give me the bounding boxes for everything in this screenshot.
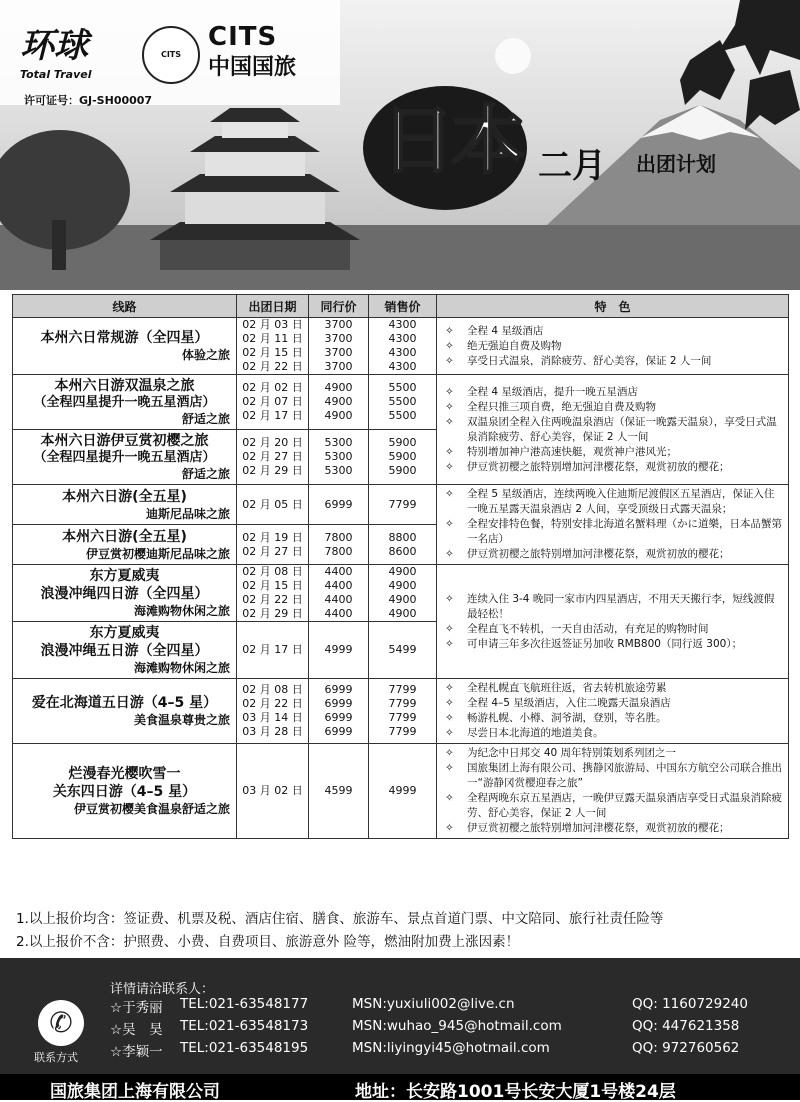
peer-price: 7800 bbox=[324, 530, 353, 544]
route-cell bbox=[13, 430, 237, 485]
peer-price-cell bbox=[309, 485, 369, 525]
peer-price: 7800 bbox=[324, 544, 353, 558]
route-cell bbox=[13, 485, 237, 525]
route-cell bbox=[13, 318, 237, 375]
permit-number: 许可证号：GJ-SH00007 bbox=[24, 94, 153, 107]
peer-price: 5300 bbox=[324, 436, 353, 449]
features-cell bbox=[437, 744, 789, 839]
route-name-line: 体验之旅 bbox=[181, 348, 230, 362]
table-row bbox=[13, 744, 789, 839]
peer-price: 6999 bbox=[324, 683, 353, 696]
feature-item: ✧ 为纪念中日邦交 40 周年特别策划系列团之一 bbox=[441, 746, 784, 761]
contact-msn: MSN:yuxiuli002@live.cn bbox=[352, 996, 515, 1012]
departure-date: 02 月 08 日 bbox=[242, 565, 303, 578]
departure-date: 02 月 27 日 bbox=[242, 450, 303, 463]
retail-price-cell bbox=[369, 565, 437, 622]
retail-price: 5900 bbox=[388, 450, 417, 463]
route-cell bbox=[13, 565, 237, 622]
feature-item: ✧ 全程直飞不转机，一天自由活动，有充足的购物时间 bbox=[441, 622, 784, 637]
route-name-line: 伊豆赏初樱迪斯尼品味之旅 bbox=[85, 546, 230, 561]
route-name-line: 海滩购物休闲之旅 bbox=[133, 661, 230, 675]
tree-trunk-shape bbox=[52, 220, 66, 270]
retail-price: 8800 bbox=[388, 530, 417, 544]
departure-date: 02 月 22 日 bbox=[242, 593, 303, 606]
table-header-row bbox=[13, 295, 789, 318]
route-name-line: 迪斯尼品味之旅 bbox=[145, 506, 230, 521]
peer-price: 3700 bbox=[324, 318, 353, 331]
retail-price-cell bbox=[369, 622, 437, 679]
route-name-line: 本州六日游(全五星) bbox=[62, 528, 187, 545]
departure-date-cell bbox=[237, 622, 309, 679]
peer-price: 4900 bbox=[324, 409, 353, 422]
departure-date-cell bbox=[237, 744, 309, 839]
feature-item: ✧ 全程 4 星级酒店，提升一晚五星酒店 bbox=[441, 385, 784, 400]
feature-item: ✧ 全程只推三项自费，绝无强迫自费及购物 bbox=[441, 400, 784, 415]
retail-price: 4900 bbox=[388, 565, 417, 578]
departure-date: 03 月 14 日 bbox=[242, 711, 303, 724]
route-name-line: 海滩购物休闲之旅 bbox=[133, 604, 230, 618]
title-month: 二月 bbox=[538, 146, 606, 186]
retail-price-cell bbox=[369, 525, 437, 565]
peer-price-cell bbox=[309, 622, 369, 679]
total-travel-logo: 环球 bbox=[20, 26, 88, 66]
route-name-line: 烂漫春光樱吹雪一 bbox=[68, 766, 181, 782]
feature-item: ✧ 全程 4–5 星级酒店，入住二晚露天温泉酒店 bbox=[441, 696, 784, 711]
footer-bar bbox=[0, 1074, 800, 1100]
route-name-line: 东方夏威夷 bbox=[89, 625, 160, 641]
retail-price-cell bbox=[369, 679, 437, 744]
tour-table bbox=[12, 294, 789, 839]
features-cell bbox=[437, 375, 789, 485]
contact-tel: TEL:021-63548195 bbox=[180, 1040, 309, 1056]
cits-logo-en: CITS bbox=[208, 22, 278, 52]
peer-price: 6999 bbox=[324, 725, 353, 738]
route-name-line: 伊豆赏初樱美食温泉舒适之旅 bbox=[73, 802, 230, 816]
peer-price-cell bbox=[309, 318, 369, 375]
contact-name: ☆李颖一 bbox=[110, 1044, 163, 1060]
departure-date: 02 月 19 日 bbox=[242, 530, 303, 544]
contact-tel: TEL:021-63548173 bbox=[180, 1018, 309, 1034]
contact-qq: QQ: 1160729240 bbox=[632, 996, 748, 1012]
departure-date-cell bbox=[237, 430, 309, 485]
departure-date: 02 月 29 日 bbox=[242, 607, 303, 620]
retail-price: 5900 bbox=[388, 464, 417, 477]
route-name-line: 舒适之旅 bbox=[181, 467, 230, 481]
retail-price: 7799 bbox=[388, 683, 417, 696]
peer-price: 4999 bbox=[324, 643, 353, 656]
title-plan: 出团计划 bbox=[636, 152, 716, 176]
header-route: 线路 bbox=[13, 295, 237, 318]
feature-item: ✧ 全程两晚东京五星酒店，一晚伊豆露天温泉酒店享受日式温泉消除疲劳、舒心美容，保证 2 人一间 bbox=[441, 791, 784, 821]
departure-date: 02 月 17 日 bbox=[242, 409, 303, 422]
departure-date: 02 月 29 日 bbox=[242, 464, 303, 477]
departure-date-cell bbox=[237, 565, 309, 622]
departure-date: 02 月 05 日 bbox=[242, 497, 303, 511]
departure-date-cell bbox=[237, 318, 309, 375]
retail-price: 7799 bbox=[388, 711, 417, 724]
route-cell bbox=[13, 525, 237, 565]
peer-price-cell bbox=[309, 679, 369, 744]
features-cell bbox=[437, 565, 789, 679]
features-cell bbox=[437, 679, 789, 744]
departure-date: 02 月 08 日 bbox=[242, 683, 303, 696]
castle-icon bbox=[150, 108, 360, 270]
route-cell bbox=[13, 375, 237, 430]
features-cell bbox=[437, 485, 789, 565]
table-row bbox=[13, 375, 789, 430]
feature-item: ✧ 伊豆赏初樱之旅特别增加河津樱花祭，观赏初放的樱花； bbox=[441, 460, 784, 475]
route-name-line: 东方夏威夷 bbox=[89, 568, 160, 584]
tour-table-body bbox=[13, 318, 789, 839]
retail-price: 4900 bbox=[388, 579, 417, 592]
departure-date-cell bbox=[237, 375, 309, 430]
retail-price: 5499 bbox=[388, 643, 417, 656]
company-name: 国旅集团上海有限公司 bbox=[50, 1082, 220, 1102]
departure-date: 02 月 07 日 bbox=[242, 395, 303, 408]
contact-label: 详情请洽联系人： bbox=[110, 982, 215, 997]
departure-date: 02 月 11 日 bbox=[242, 332, 303, 345]
feature-item: ✧ 享受日式温泉，消除疲劳、舒心美容，保证 2 人一间 bbox=[441, 354, 784, 369]
departure-date: 03 月 28 日 bbox=[242, 725, 303, 738]
feature-item: ✧ 可申请三年多次往返签证另加收 RMB800（同行返 300）； bbox=[441, 637, 784, 652]
departure-date: 02 月 17 日 bbox=[242, 643, 303, 656]
header-date: 出团日期 bbox=[237, 295, 309, 318]
departure-date-cell bbox=[237, 485, 309, 525]
peer-price: 4900 bbox=[324, 381, 353, 394]
route-name-line: 本州六日游双温泉之旅 bbox=[54, 378, 195, 394]
retail-price: 4300 bbox=[388, 318, 417, 331]
table-row bbox=[13, 485, 789, 525]
route-cell bbox=[13, 679, 237, 744]
departure-date: 02 月 03 日 bbox=[242, 318, 303, 331]
feature-item: ✧ 双温泉团全程入住两晚温泉酒店（保证一晚露天温泉），享受日式温泉消除疲劳、舒心美容，保证 2 人一间 bbox=[441, 415, 784, 445]
feature-item: ✧ 全程安排特色餐，特别安排北海道名蟹料理（かに道樂，日本品蟹第一名店） bbox=[441, 517, 784, 547]
ground-shape bbox=[0, 225, 800, 290]
departure-date: 02 月 15 日 bbox=[242, 579, 303, 592]
table-row bbox=[13, 318, 789, 375]
route-name-line: （全程四星提升一晚五星酒店） bbox=[33, 450, 216, 465]
route-name-line: 关东四日游（4–5 星） bbox=[52, 784, 197, 800]
peer-price: 4599 bbox=[324, 784, 353, 797]
contact-tel: TEL:021-63548177 bbox=[180, 996, 309, 1012]
route-cell bbox=[13, 622, 237, 679]
route-name-line: 本州六日游(全五星) bbox=[62, 488, 187, 505]
company-address: 地址：长安路1001号长安大厦1号楼24层 bbox=[355, 1082, 676, 1102]
retail-price: 7799 bbox=[388, 697, 417, 710]
total-travel-logo-sub: Total Travel bbox=[20, 68, 92, 81]
peer-price-cell bbox=[309, 744, 369, 839]
peer-price: 6999 bbox=[324, 711, 353, 724]
header-retail-price: 销售价 bbox=[369, 295, 437, 318]
feature-item: ✧ 连续入住 3-4 晚同一家市内四星酒店，不用天天搬行李，短线渡假最轻松！ bbox=[441, 592, 784, 622]
cits-logo-cn: 中国国旅 bbox=[208, 55, 297, 80]
peer-price: 4400 bbox=[324, 593, 353, 606]
retail-price: 7799 bbox=[388, 497, 417, 511]
peer-price-cell bbox=[309, 375, 369, 430]
route-name-line: 本州六日常规游（全四星） bbox=[40, 330, 209, 346]
retail-price: 8600 bbox=[388, 544, 417, 558]
retail-price: 5500 bbox=[388, 395, 417, 408]
peer-price: 4900 bbox=[324, 395, 353, 408]
peer-price: 4400 bbox=[324, 607, 353, 620]
features-cell bbox=[437, 318, 789, 375]
header-peer-price: 同行价 bbox=[309, 295, 369, 318]
retail-price: 4300 bbox=[388, 346, 417, 359]
retail-price-cell bbox=[369, 485, 437, 525]
retail-price-cell bbox=[369, 318, 437, 375]
peer-price: 4400 bbox=[324, 579, 353, 592]
contact-qq: QQ: 447621358 bbox=[632, 1018, 740, 1034]
departure-date: 02 月 20 日 bbox=[242, 436, 303, 449]
contact-name: ☆吴 昊 bbox=[110, 1022, 163, 1038]
retail-price: 7799 bbox=[388, 725, 417, 738]
retail-price: 4300 bbox=[388, 332, 417, 345]
phone-icon: ✆ bbox=[38, 1000, 84, 1046]
contact-section bbox=[0, 958, 800, 1100]
feature-item: ✧ 尽尝日本北海道的地道美食。 bbox=[441, 726, 784, 741]
retail-price: 4900 bbox=[388, 607, 417, 620]
retail-price: 4900 bbox=[388, 593, 417, 606]
departure-date: 02 月 22 日 bbox=[242, 697, 303, 710]
feature-item: ✧ 全程 5 星级酒店，连续两晚入住迪斯尼渡假区五星酒店，保证入住一晚五星露天温泉酒店 2 人间，享受顶级日式露天温泉； bbox=[441, 487, 784, 517]
route-name-line: 舒适之旅 bbox=[181, 412, 230, 426]
retail-price: 4300 bbox=[388, 360, 417, 373]
header-banner bbox=[0, 0, 800, 290]
retail-price: 5900 bbox=[388, 436, 417, 449]
departure-date: 02 月 02 日 bbox=[242, 381, 303, 394]
retail-price: 5500 bbox=[388, 381, 417, 394]
route-name-line: 美食温泉尊贵之旅 bbox=[133, 713, 230, 727]
feature-item: ✧ 国旅集团上海有限公司、携静冈旅游局、中国东方航空公司联合推出一“游静冈赏樱迎春之旅” bbox=[441, 761, 784, 791]
cits-globe-icon bbox=[142, 26, 200, 84]
retail-price: 5500 bbox=[388, 409, 417, 422]
contact-name: ☆于秀丽 bbox=[110, 1000, 163, 1016]
peer-price: 4400 bbox=[324, 565, 353, 578]
departure-date: 02 月 27 日 bbox=[242, 544, 303, 558]
feature-item: ✧ 特别增加神户港高速快艇，观赏神户港风光； bbox=[441, 445, 784, 460]
peer-price-cell bbox=[309, 430, 369, 485]
note-line: 1.以上报价均含：签证费、机票及税、酒店住宿、膳食、旅游车、景点首道门票、中文陪同、旅行社责任险等 bbox=[16, 911, 664, 927]
flower-icon bbox=[495, 38, 531, 74]
peer-price: 3700 bbox=[324, 332, 353, 345]
feature-item: ✧ 全程札幌直飞航班往返，省去转机旅途劳累 bbox=[441, 681, 784, 696]
contact-qq: QQ: 972760562 bbox=[632, 1040, 740, 1056]
route-name-line: 本州六日游伊豆赏初樱之旅 bbox=[40, 433, 209, 449]
retail-price: 4999 bbox=[388, 784, 417, 797]
header-features: 特 色 bbox=[437, 295, 789, 318]
cits-badge-text: CITS bbox=[160, 50, 182, 59]
retail-price-cell bbox=[369, 744, 437, 839]
retail-price-cell bbox=[369, 375, 437, 430]
route-name-line: （全程四星提升一晚五星酒店） bbox=[33, 395, 216, 410]
peer-price: 6999 bbox=[324, 497, 353, 511]
peer-price: 5300 bbox=[324, 464, 353, 477]
peer-price-cell bbox=[309, 565, 369, 622]
route-name-line: 浪漫冲绳四日游（全四星） bbox=[40, 586, 209, 602]
route-cell bbox=[13, 744, 237, 839]
feature-item: ✧ 全程 4 星级酒店 bbox=[441, 324, 784, 339]
table-row bbox=[13, 565, 789, 622]
feature-item: ✧ 畅游札幌、小樽、洞爷湖，登别，等名胜。 bbox=[441, 711, 784, 726]
departure-date-cell bbox=[237, 525, 309, 565]
peer-price: 6999 bbox=[324, 697, 353, 710]
retail-price-cell bbox=[369, 430, 437, 485]
table-row bbox=[13, 679, 789, 744]
departure-date-cell bbox=[237, 679, 309, 744]
route-name-line: 浪漫冲绳五日游（全四星） bbox=[40, 643, 209, 659]
peer-price: 3700 bbox=[324, 360, 353, 373]
contact-msn: MSN:liyingyi45@hotmail.com bbox=[352, 1040, 550, 1056]
title-japan: 日本 bbox=[381, 98, 521, 184]
departure-date: 02 月 22 日 bbox=[242, 360, 303, 373]
route-name-line: 爱在北海道五日游（4–5 星） bbox=[31, 695, 218, 711]
peer-price: 3700 bbox=[324, 346, 353, 359]
note-line: 2.以上报价不含：护照费、小费、自费项目、旅游意外 险等，燃油附加费上涨因素！ bbox=[16, 934, 520, 950]
feature-item: ✧ 伊豆赏初樱之旅特别增加河津樱花祭，观赏初放的樱花； bbox=[441, 547, 784, 562]
departure-date: 02 月 15 日 bbox=[242, 346, 303, 359]
feature-item: ✧ 伊豆赏初樱之旅特别增加河津樱花祭，观赏初放的樱花； bbox=[441, 821, 784, 836]
contact-icon-label: 联系方式 bbox=[34, 1051, 78, 1064]
departure-date: 03 月 02 日 bbox=[242, 784, 303, 797]
contact-msn: MSN:wuhao_945@hotmail.com bbox=[352, 1018, 562, 1034]
feature-item: ✧ 绝无强迫自费及购物 bbox=[441, 339, 784, 354]
peer-price: 5300 bbox=[324, 450, 353, 463]
notes bbox=[16, 908, 663, 954]
peer-price-cell bbox=[309, 525, 369, 565]
